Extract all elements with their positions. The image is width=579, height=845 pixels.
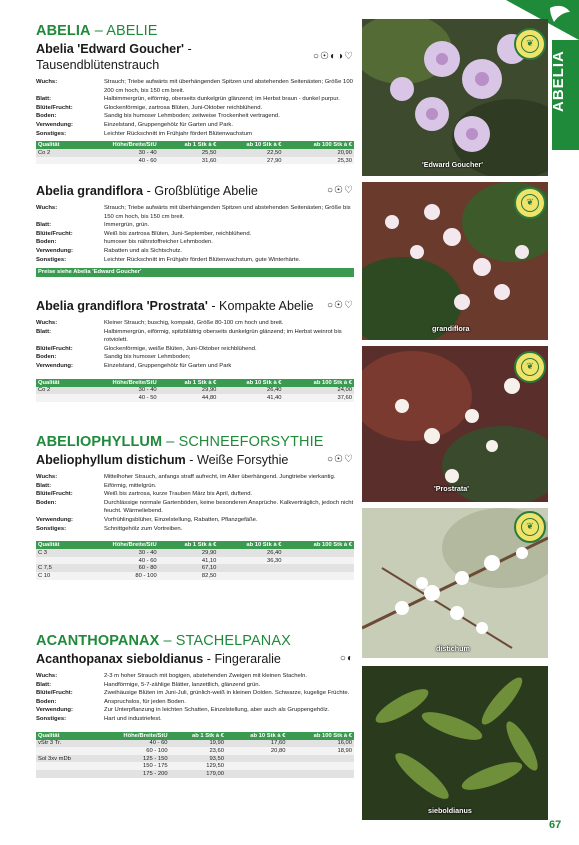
table-row: Co 2 30 - 40 25,50 22,50 20,90 — [38, 149, 352, 156]
plant-title: Abelia grandiflora 'Prostrata' - Kompakte Abelie ○☉♡ — [36, 299, 354, 313]
side-tab-label: ABELIA — [550, 50, 567, 112]
section-heading: ABELIOPHYLLUM – SCHNEEFORSYTHIE — [36, 434, 324, 450]
table-row: 40 - 60 41,10 36,30 — [36, 557, 354, 565]
quality-seal-icon: ❦ — [514, 351, 546, 383]
quality-seal-icon: ❦ — [514, 187, 546, 219]
table-row: Sol 3xv mDb 125 - 150 93,50 — [36, 755, 354, 763]
section-acanthopanax — [36, 632, 354, 778]
table-row: 150 - 175 129,50 — [36, 762, 354, 770]
plant-description: Wuchs: Kleiner Strauch; buschig, kompakt, Größe 80-100 cm hoch und breit. Blatt: Halbimmergrün, eiförmig, spitzblättrig oberseits dunkelgrün glänzend; im Herbst weinrot bis rotviolett. Blüte/Frucht: Glockenförmige, weiße Blüten, Juni-Oktober reichblühend. Boden: Sandig bis humoser Lehmboden; Verwendung: Einzelstand, Gruppengehölz für Garten und Park — [36, 320, 342, 369]
section-abelia — [36, 22, 354, 164]
photo-caption: 'Prostrata' — [434, 484, 469, 493]
table-row: C 10 80 - 100 82,50 — [36, 572, 354, 580]
plant-description: Wuchs: 2-3 m hoher Strauch mit bogigen, abstehenden Zweigen mit kleinen Stacheln. Blatt: Handförmige, 5-7-zählige Blätter, lanzettlich, glänzend grün. Blüte/Frucht: Zweihäusige Blüten im Juni-Juli, grünlich-weiß in kleinen Dolden. Schwarze, kugelige Früchte. Boden: Anspruchslos, für jeden Boden. Verwendung: Zur Unterpflanzung in leichten Schatten, Einzelstellung, aber auch als Gruppengehölz. Sonstiges: Hart und industriefest. — [36, 673, 350, 722]
plant-title: Abelia grandiflora - Großblütige Abelie ○☉♡ — [36, 184, 354, 198]
plant-title: Abeliophyllum distichum - Weiße Forsythie ○☉♡ — [36, 453, 354, 467]
table-row: C 3 30 - 40 29,90 26,40 — [36, 549, 354, 557]
table-row: vStr 3 Tr. 40 - 60 19,90 17,60 16,00 — [38, 740, 352, 747]
photo-sieboldianus — [362, 666, 548, 820]
price-table: Qualität Höhe/Breite/StU ab 1 Stk à € ab 10 Stk à € ab 100 Stk à € Co 2 30 - 40 29,90 26,40 24,00 40 - 50 44,80 41,40 37,60 — [38, 379, 352, 401]
photo-caption: grandiflora — [432, 324, 470, 333]
photo-caption: 'Edward Goucher' — [422, 160, 483, 169]
site-symbols-icon: ○☉♡ — [327, 185, 354, 196]
plant-title: Abelia 'Edward Goucher' - Tausendblütenstrauch ○☉◐◑♡ — [36, 42, 354, 72]
plant-description: Wuchs: Strauch; Triebe aufwärts mit überhängenden Spitzen und abstehenden Seitenästen; Größe bis 150 cm hoch, bis 150 cm breit. Blatt: Immergrün, grün. Blüte/Frucht: Weiß bis zartrosa Blüten, Juni-September, reichblühend. Boden: humoser bis nährstoffreicher Lehmboden. Verwendung: Rabatten und als Sichtschutz. Sonstiges: Leichter Rückschnitt im Frühjahr fördert Blütenwachstum, gute Winterhärte. — [36, 205, 351, 263]
plant-abelia-grandiflora — [36, 183, 354, 277]
price-table: Qualität Höhe/Breite/StU ab 1 Stk à € ab 10 Stk à € ab 100 Stk à € Co 2 30 - 40 25,50 22,50 20,90 40 - 60 31,60 27,90 25,30 — [38, 142, 352, 164]
price-note: Preise siehe Abelia 'Edward Goucher' — [36, 268, 354, 277]
price-table: Qualität Höhe/Breite/StU ab 1 Stk à € ab 10 Stk à € ab 100 Stk à € C 3 30 - 40 29,90 26,40 40 - 60 41,10 36,30 C 7,5 60 - 80 67,10 C 10 80 - 100 82,50 — [38, 542, 352, 579]
site-symbols-icon: ○☉♡ — [327, 300, 354, 311]
page-number: 67 — [549, 819, 562, 831]
site-symbols-icon: ○☉♡ — [327, 454, 354, 465]
price-table: Qualität Höhe/Breite/StU ab 1 Stk à € ab 10 Stk à € ab 100 Stk à € vStr 3 Tr. 40 - 60 19,90 17,60 16,00 60 - 100 23,60 20,80 18,90 Sol 3xv mDb 125 - 150 93,50 150 - 175 129,50 175 - 200 179,00 — [38, 732, 352, 777]
plant-description: Wuchs: Mittelhoher Strauch, anfangs straff aufrecht, im Alter überhängend. Jungtriebe vierkantig. Blatt: Eiförmig, mittelgrün. Blüte/Frucht: Weiß bis zartrosa, kurze Trauben März bis April, duftend. Boden: Durchlässige normale Gartenböden, keine besonderen Ansprüche. Kalkverträglich, jedoch nicht feucht. Wärmeliebend. Verwendung: Vorfrühlingsblüher, Einzelstellung, Rabatten, Pflanzgefäße. Sonstiges: Schnittgehölz zum Vortreiben. — [36, 474, 354, 532]
section-abeliophyllum — [36, 433, 354, 580]
table-row: 40 - 50 44,80 41,40 37,60 — [36, 394, 354, 402]
table-row: Co 2 30 - 40 29,90 26,40 24,00 — [38, 387, 352, 394]
site-symbols-icon: ○☉◐◑♡ — [312, 51, 354, 62]
table-row: 40 - 60 31,60 27,90 25,30 — [36, 157, 354, 165]
photo-caption: distichum — [436, 644, 470, 653]
plant-title: Acanthopanax sieboldianus - Fingeraralie ○◐ — [36, 652, 354, 666]
plant-description: Wuchs: Strauch; Triebe aufwärts mit überhängenden Spitzen und abstehenden Seitenästen; Größe 100 200 cm hoch, bis 150 cm breit. Blatt: Halbimmergrün, eiförmig, oberseits dunkelgrün glänzend; im Herbst braun - dunkel purpur. Blüte/Frucht: Glockenförmige, zartrosa Blüten, Juni-Oktober reichblühend. Boden: Sandig bis humoser Lehmboden; zeitweise Trockenheit vertragend. Verwendung: Einzelstand, Gruppengehölz für Garten und Park. Sonstiges: Leichter Rückschnitt im Frühjahr fördert Blütenwachstum — [36, 79, 353, 137]
table-row: 175 - 200 179,00 — [36, 770, 354, 778]
table-row: 60 - 100 23,60 20,80 18,90 — [36, 747, 354, 755]
quality-seal-icon: ❦ — [514, 28, 546, 60]
section-heading: ABELIA – ABELIE — [36, 23, 158, 39]
quality-seal-icon: ❦ — [514, 511, 546, 543]
photo-caption: sieboldianus — [428, 806, 472, 815]
table-row: C 7,5 60 - 80 67,10 — [36, 564, 354, 572]
section-heading: ACANTHOPANAX – STACHELPANAX — [36, 633, 291, 649]
site-symbols-icon: ○◐ — [339, 653, 354, 664]
plant-abelia-prostrata — [36, 298, 354, 402]
